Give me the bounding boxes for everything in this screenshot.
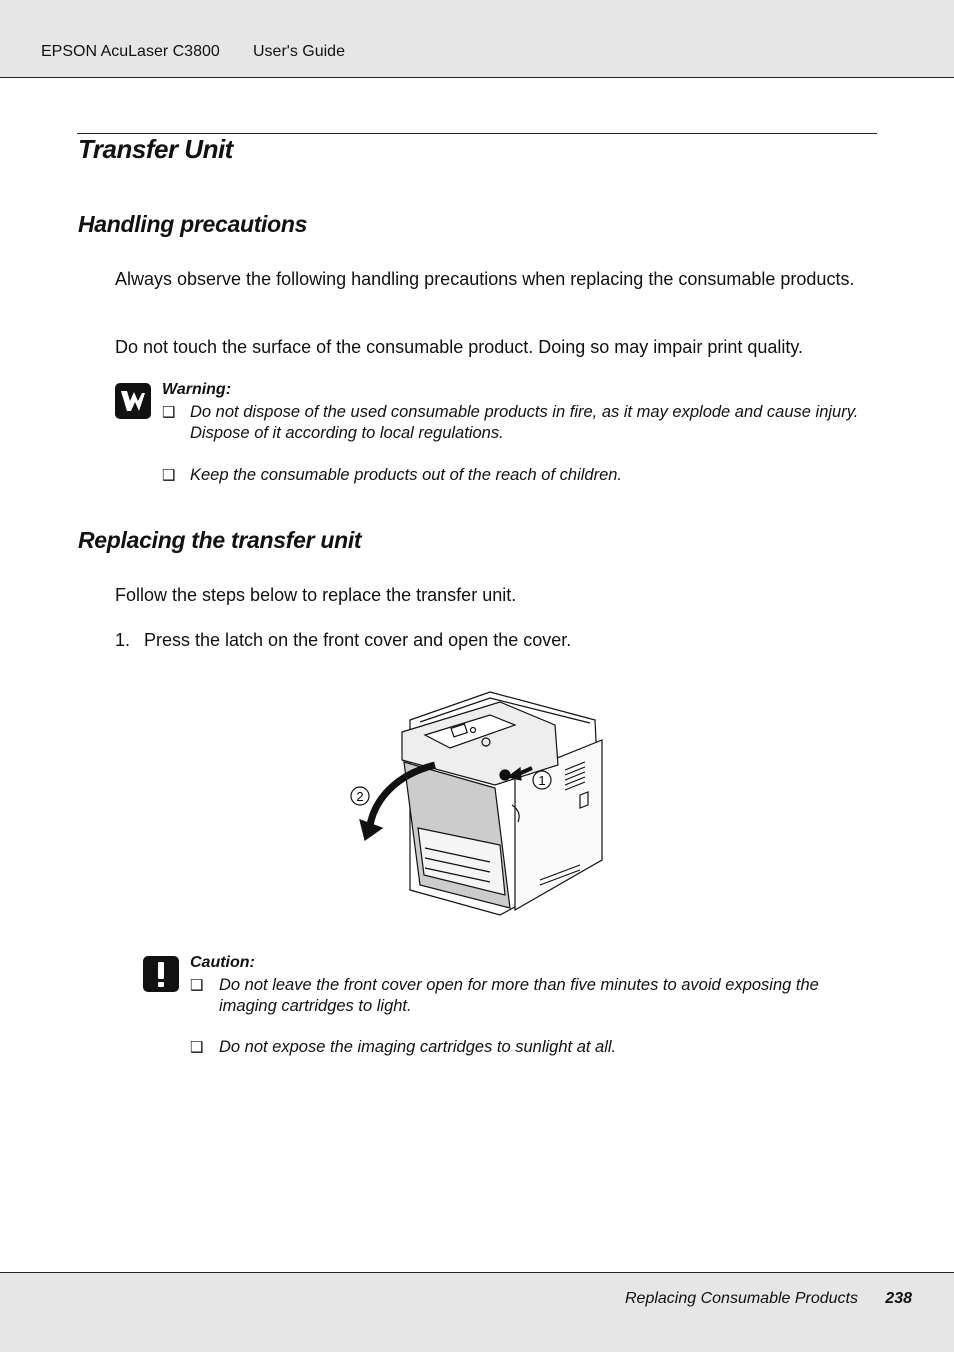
page-number: 238 (885, 1290, 912, 1307)
header-product: EPSON AcuLaser C3800 (41, 43, 220, 60)
step-1-text: Press the latch on the front cover and open the cover. (144, 630, 572, 650)
footer-section: Replacing Consumable Products (624, 1290, 858, 1307)
caution-bullet-1-icon: ❑ (190, 977, 204, 994)
step-1-number: 1. (115, 630, 131, 650)
warning-bullet-1-icon: ❑ (162, 404, 176, 421)
warning-bullet-2-icon: ❑ (162, 467, 176, 484)
section-title: Transfer Unit (78, 134, 233, 164)
printer-illustration (340, 680, 620, 925)
warning-item-1: Do not dispose of the used consumable products in fire, as it may explode and cause injury. Dispose of it according to local regulations. (190, 403, 859, 442)
header-guide: User's Guide (253, 43, 345, 60)
warning-lightning-icon (115, 383, 151, 419)
caution-title: Caution: (190, 954, 255, 971)
handling-heading: Handling precautions (78, 211, 308, 237)
caution-item-1: Do not leave the front cover open for more than five minutes to avoid exposing the imaging cartridges to light. (219, 976, 819, 1015)
warning-title: Warning: (162, 381, 232, 398)
caution-item-2: Do not expose the imaging cartridges to sunlight at all. (219, 1038, 617, 1056)
page-footer (0, 1272, 954, 1352)
caution-exclamation-icon (143, 956, 179, 992)
warning-item-2: Keep the consumable products out of the reach of children. (190, 466, 623, 484)
handling-para-1: Always observe the following handling precautions when replacing the consumable products. (115, 269, 855, 289)
replacing-heading: Replacing the transfer unit (78, 527, 362, 553)
replacing-intro: Follow the steps below to replace the transfer unit. (115, 585, 517, 605)
callout-2: 2 (356, 789, 364, 804)
caution-bullet-2-icon: ❑ (190, 1039, 204, 1056)
page-header (0, 0, 954, 78)
printer-figure (340, 680, 620, 925)
callout-1: 1 (538, 773, 546, 788)
handling-para-2: Do not touch the surface of the consumable product. Doing so may impair print quality. (115, 337, 804, 357)
